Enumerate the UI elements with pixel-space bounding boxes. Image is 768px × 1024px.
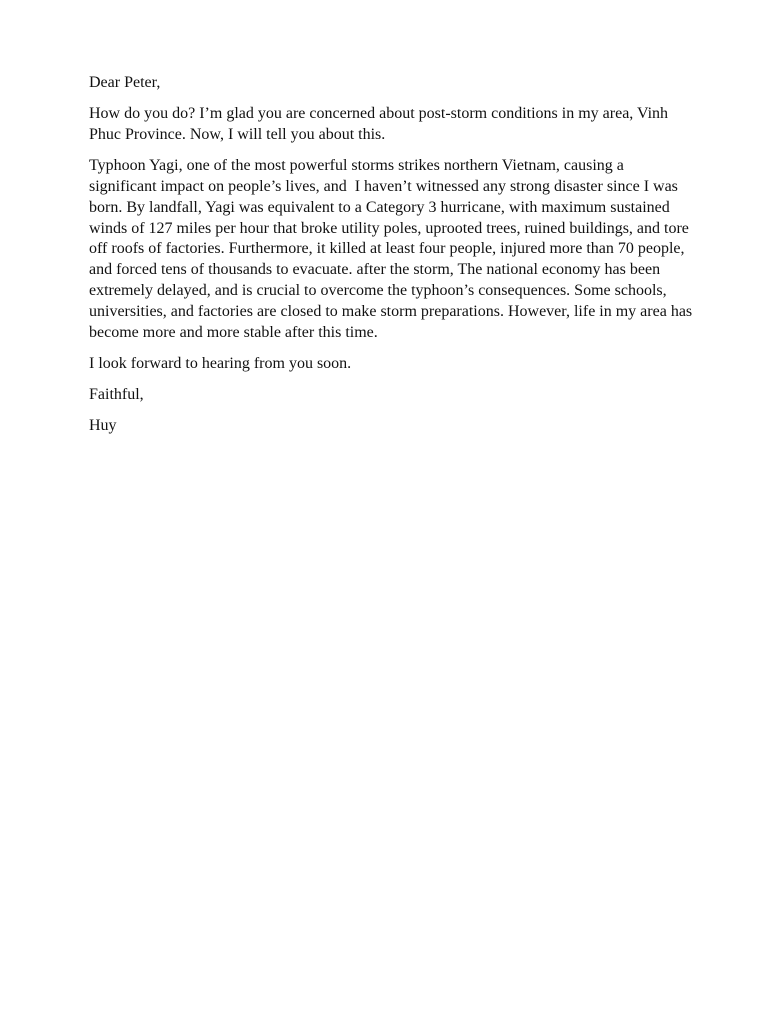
letter-body [89,73,697,447]
letter-signature: Huy [89,417,117,435]
letter-paragraph-main: Typhoon Yagi, one of the most powerful storms strikes northern Vietnam, causing a significant impact on people’s lives, and I haven’t witnessed any strong disaster since I was born. By landfall, Yagi was equivalent to a Category 3 hurricane, with maximum sustained winds of 127 miles per hour that broke utility poles, uprooted trees, ruined buildings, and tore off roofs of factories. Furthermore, it killed at least four people, injured more than 70 people, and forced tens of thousands to evacuate. after the storm, The national economy has been extremely delayed, and is crucial to overcome the typhoon’s consequences. Some schools, universities, and factories are closed to make storm preparations. However, life in my area has become more and more stable after this time. [89,157,697,341]
letter-closing: Faithful, [89,385,144,403]
letter-greeting: Dear Peter, [89,74,161,91]
letter-paragraph-closing-line: I look forward to hearing from you soon. [89,354,352,372]
letter-paragraph-intro: How do you do? I’m glad you are concerned about post-storm conditions in my area, Vinh Phuc Province. Now, I will tell you about this. [89,105,673,143]
